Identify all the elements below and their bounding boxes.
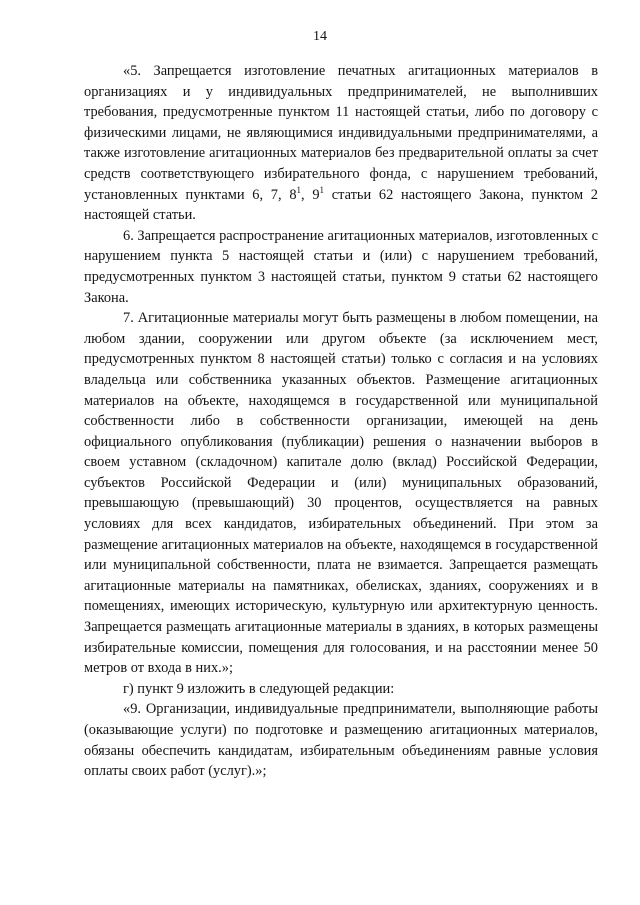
paragraph-5-text-end: статьи 62 настоящего Закона, пунктом 2 настоящей статьи. — [84, 186, 598, 224]
superscript-1: 1 — [296, 184, 302, 195]
page-number: 14 — [313, 29, 327, 44]
paragraph-g: г) пункт 9 изложить в следующей редакции: — [123, 680, 395, 697]
paragraph-7: 7. Агитационные материалы могут быть размещены в любом помещении, на любом здании, сооружении или другом объекте (за исключением мест, предусмотренных пунктом 8 настоящей статьи) только с согласия и на условиях владельца или собственника указанных объектов. Размещение агитационных материалов на объекте, находящемся в государственной или муниципальной собственности либо в собственности организации, имеющей на день официального опубликования (публикации) решения о назначении выборов в своем уставном (складочном) капитале долю (вклад) Российской Федерации, субъектов Российской Федерации и (или) муниципальных образований, превышающую (превышающий) 30 процентов, осуществляется на равных условиях для всех кандидатов, избирательных объединений. При этом за размещение агитационных материалов на объекте, находящемся в государственной или муниципальной собственности, плата не взимается. Запрещается размещать агитационные материалы на памятниках, обелисках, зданиях, сооружениях и в помещениях, имеющих историческую, культурную или архитектурную ценность. Запрещается размещать агитационные материалы в зданиях, в которых размещены избирательные комиссии, помещения для голосования, и на расстоянии менее 50 метров от входа в них.»; — [84, 310, 598, 677]
paragraph-5 — [84, 61, 598, 226]
paragraph-6: 6. Запрещается распространение агитационных материалов, изготовленных с нарушением пункта 5 настоящей статьи и (или) с нарушением требований, предусмотренных пунктом 3 настоящей статьи, пунктом 9 статьи 62 настоящего Закона. — [84, 227, 598, 306]
paragraph-5-text-mid: , 9 — [301, 186, 320, 203]
paragraph-5-text: «5. Запрещается изготовление печатных агитационных материалов в организациях и у индивидуальных предпринимателей, не выполнивших требования, предусмотренные пунктом 11 настоящей статьи, либо по договору с физическими лицами, не являющимися индивидуальными предпринимателями, а также изготовление агитационных материалов без предварительной оплаты за счет средств соответствующего избирательного фонда, с нарушением требований, установленных пунктами 6, 7, 8 — [84, 63, 598, 203]
superscript-2: 1 — [319, 184, 325, 195]
document-body — [84, 61, 598, 782]
paragraph-9: «9. Организации, индивидуальные предприниматели, выполняющие работы (оказывающие услуги) по подготовке и размещению агитационных материалов, обязаны обеспечить кандидатам, избирательным объединениям равные условия оплаты своих работ (услуг).»; — [84, 701, 598, 780]
